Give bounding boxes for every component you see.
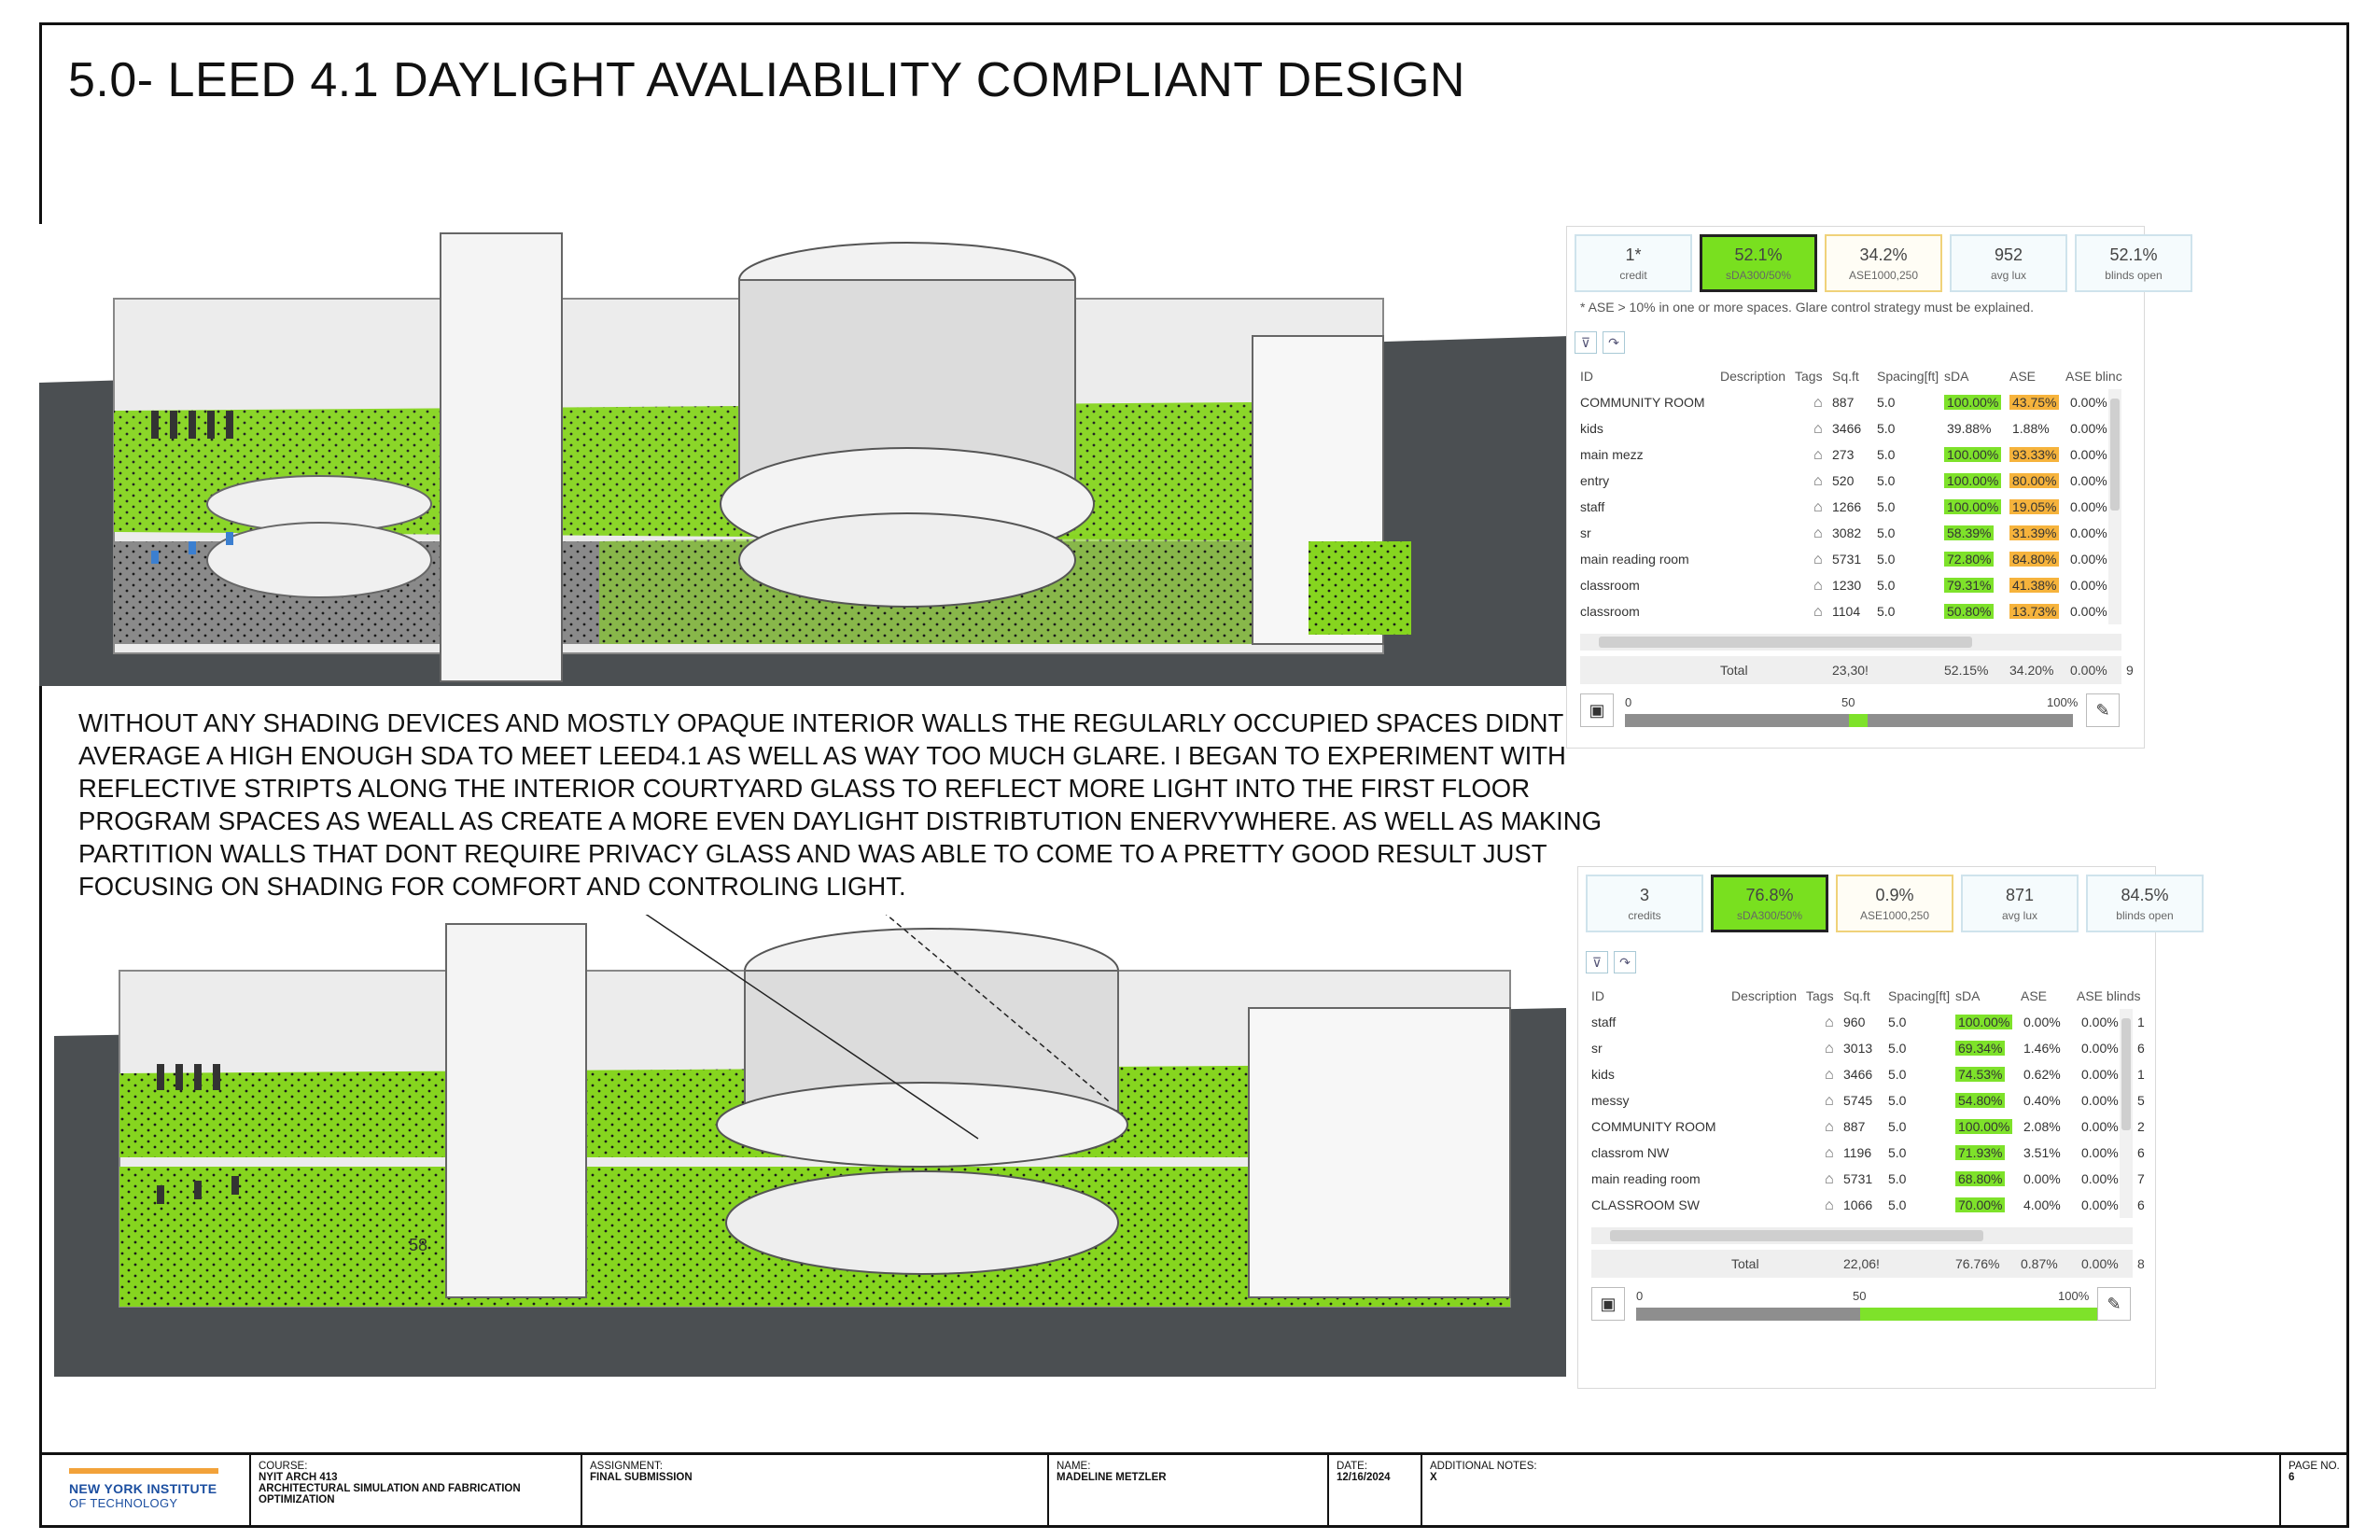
- metric-label: blinds open: [2105, 268, 2163, 282]
- column-header[interactable]: Tags: [1806, 988, 1834, 1003]
- monitor-icon[interactable]: ▣: [1580, 693, 1614, 727]
- table-row[interactable]: [1591, 1117, 2145, 1140]
- metric-value: 952: [1994, 245, 2023, 264]
- cell-spacing: 5.0: [1877, 578, 1896, 593]
- cell-extra: 6: [2137, 1197, 2145, 1212]
- cell-ase: 13.73%: [2009, 604, 2059, 619]
- assignment-cell: [581, 1455, 1047, 1528]
- totals-label: Total: [1731, 1256, 1759, 1271]
- metric-cards: [1575, 234, 2192, 292]
- tag-icon[interactable]: ⌂: [1825, 1119, 1834, 1135]
- table-row[interactable]: [1580, 602, 2121, 624]
- metric-card[interactable]: [2086, 875, 2204, 932]
- sda-progress: [1591, 1287, 2133, 1330]
- table-row[interactable]: [1591, 1169, 2145, 1192]
- column-header[interactable]: Tags: [1795, 369, 1823, 384]
- table-row[interactable]: [1591, 1196, 2145, 1218]
- course-code: NYIT ARCH 413: [259, 1472, 338, 1483]
- metric-label: credits: [1628, 908, 1661, 922]
- metric-label: blinds open: [2116, 908, 2174, 922]
- table-header-row: [1580, 367, 2121, 389]
- cell-ase: 0.00%: [2023, 1015, 2061, 1029]
- cell-sda: 100.00%: [1944, 499, 2001, 514]
- cell-ase-blinds: 0.00%: [2081, 1015, 2119, 1029]
- column-header[interactable]: ID: [1580, 369, 1593, 384]
- cell-spacing: 5.0: [1877, 421, 1896, 436]
- tag-icon[interactable]: ⌂: [1825, 1197, 1834, 1213]
- tag-icon[interactable]: ⌂: [1825, 1145, 1834, 1161]
- render-label: 58: [409, 1236, 428, 1254]
- progress-mid: 50: [1841, 695, 1855, 709]
- logo-line-1: NEW YORK INSTITUTE: [69, 1481, 217, 1496]
- totals-sqft: 23,30!: [1832, 663, 1869, 678]
- progress-min: 0: [1636, 1289, 1644, 1303]
- cell-ase-blinds: 0.00%: [2081, 1067, 2119, 1082]
- column-header[interactable]: sDA: [1955, 988, 1981, 1003]
- scrollbar-thumb[interactable]: [1599, 637, 1972, 648]
- column-header[interactable]: ASE blinds: [2077, 988, 2141, 1003]
- cell-sda: 70.00%: [1955, 1197, 2005, 1212]
- cell-spacing: 5.0: [1888, 1067, 1907, 1082]
- table-row[interactable]: [1580, 497, 2121, 520]
- cell-ase-blinds: 0.00%: [2070, 473, 2107, 488]
- cell-ase-blinds: 0.00%: [2070, 604, 2107, 619]
- nyit-logo: [69, 1468, 218, 1510]
- cell-ase: 0.00%: [2023, 1171, 2061, 1186]
- totals-row: [1580, 656, 2134, 684]
- cell-sda: 69.34%: [1955, 1041, 2005, 1056]
- ase-note: * ASE > 10% in one or more spaces. Glare control strategy must be explained.: [1580, 300, 2034, 315]
- column-header[interactable]: ASE blinc: [2065, 369, 2122, 384]
- cell-ase: 31.39%: [2009, 525, 2059, 540]
- cell-spacing: 5.0: [1877, 604, 1896, 619]
- cell-sda: 100.00%: [1944, 473, 2001, 488]
- horizontal-scrollbar[interactable]: [1580, 634, 2121, 651]
- vertical-scrollbar[interactable]: [2108, 389, 2121, 624]
- cell-ase-blinds: 0.00%: [2081, 1197, 2119, 1212]
- column-header[interactable]: ASE: [2009, 369, 2037, 384]
- cell-id: sr: [1591, 1041, 1603, 1056]
- table-toolbar: [1586, 951, 1636, 973]
- cell-spacing: 5.0: [1888, 1041, 1907, 1056]
- cell-id: main reading room: [1591, 1171, 1701, 1186]
- cell-spacing: 5.0: [1888, 1197, 1907, 1212]
- cell-id: CLASSROOM SW: [1591, 1197, 1700, 1212]
- column-header[interactable]: ID: [1591, 988, 1604, 1003]
- cell-sda: 100.00%: [1955, 1119, 2012, 1134]
- cell-spacing: 5.0: [1877, 395, 1896, 410]
- cell-extra: 6: [2137, 1041, 2145, 1056]
- metric-card[interactable]: [2075, 234, 2192, 292]
- cell-ase-blinds: 0.00%: [2070, 421, 2107, 436]
- cell-sqft: 520: [1832, 473, 1855, 488]
- cell-sda: 100.00%: [1955, 1015, 2012, 1029]
- progress-max: 100%: [2047, 695, 2079, 709]
- cell-ase: 41.38%: [2009, 578, 2059, 593]
- spaces-table: [1580, 367, 2134, 720]
- scrollbar-thumb[interactable]: [2121, 1018, 2131, 1130]
- assignment-value: FINAL SUBMISSION: [590, 1472, 693, 1483]
- metric-card[interactable]: [1836, 875, 1953, 932]
- cell-id: classroom: [1580, 604, 1640, 619]
- course-label: COURSE:: [259, 1461, 308, 1472]
- cell-sda: 100.00%: [1944, 447, 2001, 462]
- table-row[interactable]: [1580, 550, 2121, 572]
- cell-extra: 5: [2137, 1093, 2145, 1108]
- notes-cell: [1421, 1455, 2074, 1528]
- totals-extra: 8: [2137, 1256, 2145, 1271]
- cell-ase-blinds: 0.00%: [2081, 1119, 2119, 1134]
- cell-ase: 0.62%: [2023, 1067, 2061, 1082]
- cell-id: classroom: [1580, 578, 1640, 593]
- daylight-panel-after: [1577, 866, 2174, 1389]
- progress-fill: [1849, 714, 1868, 727]
- cell-sqft: 5731: [1832, 552, 1862, 567]
- tag-icon[interactable]: ⌂: [1813, 525, 1823, 541]
- metric-label: ASE1000,250: [1859, 908, 1930, 922]
- progress-track: [1636, 1308, 2084, 1321]
- export-icon[interactable]: ↷: [1603, 331, 1625, 354]
- notes-value: X: [1430, 1472, 1437, 1483]
- table-row[interactable]: [1591, 1091, 2145, 1113]
- cell-sqft: 3082: [1832, 525, 1862, 540]
- page-cell: [2279, 1455, 2349, 1528]
- cell-ase: 1.46%: [2023, 1041, 2061, 1056]
- logo-line-2: OF TECHNOLOGY: [69, 1496, 178, 1510]
- tag-icon[interactable]: ⌂: [1813, 552, 1823, 567]
- column-header[interactable]: Spacing[ft]: [1888, 988, 1951, 1003]
- cell-spacing: 5.0: [1877, 525, 1896, 540]
- column-header[interactable]: ASE: [2021, 988, 2048, 1003]
- cell-ase-blinds: 0.00%: [2070, 499, 2107, 514]
- tag-icon[interactable]: ⌂: [1825, 1015, 1834, 1030]
- cell-sda: 79.31%: [1944, 578, 1994, 593]
- column-header[interactable]: Description: [1731, 988, 1798, 1003]
- cell-sqft: 1196: [1843, 1145, 1872, 1160]
- totals-ase-blinds: 0.00%: [2081, 1256, 2119, 1271]
- cell-id: entry: [1580, 473, 1610, 488]
- cell-extra: 2: [2137, 1119, 2145, 1134]
- cell-id: main mezz: [1580, 447, 1644, 462]
- cell-id: main reading room: [1580, 552, 1689, 567]
- tag-icon[interactable]: ⌂: [1825, 1093, 1834, 1109]
- cell-spacing: 5.0: [1888, 1015, 1907, 1029]
- progress-min: 0: [1625, 695, 1632, 709]
- metric-value: 34.2%: [1859, 245, 1908, 264]
- cell-sqft: 5745: [1843, 1093, 1873, 1108]
- cell-ase: 80.00%: [2009, 473, 2059, 488]
- tag-icon[interactable]: ⌂: [1813, 473, 1823, 489]
- cell-sqft: 887: [1843, 1119, 1866, 1134]
- cell-sda: 100.00%: [1944, 395, 2001, 410]
- cell-ase: 1.88%: [2012, 421, 2050, 436]
- metric-value: 52.1%: [1734, 245, 1783, 264]
- name-cell: [1047, 1455, 1327, 1528]
- tag-icon[interactable]: ⌂: [1813, 421, 1823, 437]
- cell-id: staff: [1580, 499, 1605, 514]
- cell-sqft: 3466: [1843, 1067, 1873, 1082]
- cell-sqft: 1066: [1843, 1197, 1873, 1212]
- cell-ase: 93.33%: [2009, 447, 2059, 462]
- totals-ase-blinds: 0.00%: [2070, 663, 2107, 678]
- assignment-label: ASSIGNMENT:: [590, 1461, 663, 1472]
- totals-sda: 76.76%: [1955, 1256, 2000, 1271]
- cell-extra: 1: [2137, 1067, 2145, 1082]
- metric-value: 52.1%: [2109, 245, 2158, 264]
- cell-ase: 43.75%: [2009, 395, 2059, 410]
- cell-ase: 2.08%: [2023, 1119, 2061, 1134]
- horizontal-scrollbar[interactable]: [1591, 1227, 2133, 1244]
- pencil-icon[interactable]: ✎: [2097, 1287, 2131, 1321]
- cell-ase-blinds: 0.00%: [2070, 395, 2107, 410]
- cell-sqft: 3466: [1832, 421, 1862, 436]
- scrollbar-thumb[interactable]: [1610, 1230, 1983, 1241]
- cell-sqft: 3013: [1843, 1041, 1873, 1056]
- metric-value: 871: [2005, 885, 2035, 904]
- metric-label: sDA300/50%: [1736, 908, 1803, 922]
- progress-track: [1625, 714, 2073, 727]
- cell-spacing: 5.0: [1888, 1171, 1907, 1186]
- metric-card[interactable]: [1711, 875, 1828, 932]
- cell-sda: 39.88%: [1947, 421, 1992, 436]
- metric-value: 0.9%: [1875, 885, 1914, 904]
- cell-spacing: 5.0: [1888, 1145, 1907, 1160]
- progress-fill: [1860, 1308, 2100, 1321]
- name-label: NAME:: [1057, 1461, 1091, 1472]
- metric-label: ASE1000,250: [1848, 268, 1919, 282]
- cell-sda: 50.80%: [1944, 604, 1994, 619]
- table-row[interactable]: [1591, 1143, 2145, 1166]
- tag-icon[interactable]: ⌂: [1825, 1067, 1834, 1083]
- table-toolbar: [1575, 331, 1625, 354]
- cell-id: messy: [1591, 1093, 1630, 1108]
- cell-ase-blinds: 0.00%: [2070, 447, 2107, 462]
- metric-card[interactable]: [1961, 875, 2079, 932]
- metric-value: 84.5%: [2121, 885, 2169, 904]
- logo-bar: [69, 1468, 218, 1474]
- cell-ase: 19.05%: [2009, 499, 2059, 514]
- metric-card[interactable]: [1586, 875, 1703, 932]
- metric-label: credit: [1619, 268, 1647, 282]
- table-row[interactable]: [1580, 393, 2121, 415]
- progress-max: 100%: [2058, 1289, 2090, 1303]
- metric-label: sDA300/50%: [1725, 268, 1792, 282]
- cell-ase-blinds: 0.00%: [2081, 1041, 2119, 1056]
- filter-icon[interactable]: ⊽: [1575, 331, 1597, 354]
- cell-id: classrom NW: [1591, 1145, 1670, 1160]
- tag-icon[interactable]: ⌂: [1825, 1171, 1834, 1187]
- cell-sqft: 5731: [1843, 1171, 1873, 1186]
- metric-label: avg lux: [2001, 908, 2038, 922]
- column-header[interactable]: Description: [1720, 369, 1786, 384]
- page-label: PAGE NO.: [2289, 1461, 2340, 1472]
- vertical-scrollbar[interactable]: [2120, 1009, 2133, 1218]
- totals-label: Total: [1720, 663, 1748, 678]
- column-header[interactable]: Sq.ft: [1832, 369, 1859, 384]
- scrollbar-thumb[interactable]: [2110, 399, 2120, 511]
- cell-ase: 4.00%: [2023, 1197, 2061, 1212]
- metric-cards: [1586, 875, 2204, 932]
- notes-label: ADDITIONAL NOTES:: [1430, 1461, 1537, 1472]
- cell-sda: 68.80%: [1955, 1171, 2005, 1186]
- table-row[interactable]: [1580, 419, 2121, 441]
- cell-ase-blinds: 0.00%: [2081, 1093, 2119, 1108]
- tag-icon[interactable]: ⌂: [1813, 499, 1823, 515]
- cell-sqft: 1266: [1832, 499, 1862, 514]
- date-label: DATE:: [1337, 1461, 1368, 1472]
- tag-icon[interactable]: ⌂: [1813, 447, 1823, 463]
- totals-ase: 34.20%: [2009, 663, 2054, 678]
- table-row[interactable]: [1580, 576, 2121, 598]
- metric-card[interactable]: [1575, 234, 1692, 292]
- totals-ase: 0.87%: [2021, 1256, 2058, 1271]
- cell-spacing: 5.0: [1877, 473, 1896, 488]
- date-cell: [1327, 1455, 1421, 1528]
- title-block: [39, 1452, 2349, 1528]
- name-value: MADELINE METZLER: [1057, 1472, 1167, 1483]
- cell-sqft: 1230: [1832, 578, 1862, 593]
- table-row[interactable]: [1580, 445, 2121, 468]
- cell-ase-blinds: 0.00%: [2081, 1171, 2119, 1186]
- cell-sqft: 960: [1843, 1015, 1866, 1029]
- cell-ase-blinds: 0.00%: [2070, 578, 2107, 593]
- tag-icon[interactable]: ⌂: [1813, 578, 1823, 594]
- spaces-table: [1591, 987, 2145, 1323]
- cell-spacing: 5.0: [1888, 1119, 1907, 1134]
- date-value: 12/16/2024: [1337, 1472, 1391, 1483]
- table-row[interactable]: [1591, 1013, 2145, 1035]
- filter-icon[interactable]: ⊽: [1586, 951, 1608, 973]
- page-number: 6: [2289, 1472, 2295, 1483]
- cell-spacing: 5.0: [1877, 447, 1896, 462]
- cell-sqft: 887: [1832, 395, 1855, 410]
- totals-extra: 9: [2126, 663, 2134, 678]
- narrative-text: WITHOUT ANY SHADING DEVICES AND MOSTLY OPAQUE INTERIOR WALLS THE REGULARLY OCCUPIED SPACES DIDNT AVERAGE A HIGH ENOUGH SDA TO MEET LEED4.1 AS WELL AS WAY TOO MUCH GLARE. I BEGAN TO EXPERIMENT WITH REFLECTIVE STRIPTS ALONG THE INTERIOR COURTYARD GLASS TO REFLECT MORE LIGHT INTO THE FIRST FLOOR PROGRAM SPACES AS WEALL AS CREATE A MORE EVEN DAYLIGHT DISTRIBTUTION ENERVYWHERE. AS WELL AS MAKING PARTITION WALLS THAT DONT REQUIRE PRIVACY GLASS AND WAS ABLE TO COME TO A PRETTY GOOD RESULT JUST FOCUSING ON SHADING FOR COMFORT AND CONTROLING LIGHT.: [78, 708, 1603, 901]
- cell-extra: 7: [2137, 1171, 2145, 1186]
- table-row[interactable]: [1580, 471, 2121, 494]
- tag-icon[interactable]: ⌂: [1813, 604, 1823, 620]
- cell-sda: 74.53%: [1955, 1067, 2005, 1082]
- cell-id: kids: [1591, 1067, 1615, 1082]
- progress-mid: 50: [1853, 1289, 1867, 1303]
- cell-id: COMMUNITY ROOM: [1580, 395, 1705, 410]
- course-description: ARCHITECTURAL SIMULATION AND FABRICATION OPTIMIZATION: [259, 1483, 521, 1505]
- tag-icon[interactable]: ⌂: [1813, 395, 1823, 411]
- cell-spacing: 5.0: [1888, 1093, 1907, 1108]
- monitor-icon[interactable]: ▣: [1591, 1287, 1625, 1321]
- export-icon[interactable]: ↷: [1614, 951, 1636, 973]
- column-header[interactable]: sDA: [1944, 369, 1969, 384]
- tag-icon[interactable]: ⌂: [1825, 1041, 1834, 1057]
- cell-sda: 58.39%: [1944, 525, 1994, 540]
- cell-id: sr: [1580, 525, 1591, 540]
- cell-ase: 0.40%: [2023, 1093, 2061, 1108]
- cell-extra: 6: [2137, 1145, 2145, 1160]
- metric-card[interactable]: [1825, 234, 1942, 292]
- course-cell: [249, 1455, 567, 1528]
- sda-progress: [1580, 693, 2121, 736]
- cell-ase-blinds: 0.00%: [2070, 552, 2107, 567]
- metric-card[interactable]: [1700, 234, 1817, 292]
- cell-ase: 3.51%: [2023, 1145, 2061, 1160]
- cell-ase-blinds: 0.00%: [2070, 525, 2107, 540]
- metric-label: avg lux: [1990, 268, 2027, 282]
- cell-spacing: 5.0: [1877, 499, 1896, 514]
- totals-row: [1591, 1250, 2145, 1278]
- table-row[interactable]: [1580, 524, 2121, 546]
- table-row[interactable]: [1591, 1065, 2145, 1087]
- cell-spacing: 5.0: [1877, 552, 1896, 567]
- cell-sda: 72.80%: [1944, 552, 1994, 567]
- table-header-row: [1591, 987, 2141, 1009]
- cell-sda: 71.93%: [1955, 1145, 2005, 1160]
- cell-ase-blinds: 0.00%: [2081, 1145, 2119, 1160]
- cell-ase: 84.80%: [2009, 552, 2059, 567]
- cell-sqft: 1104: [1832, 604, 1861, 619]
- column-header[interactable]: Sq.ft: [1843, 988, 1870, 1003]
- page-title: 5.0- LEED 4.1 DAYLIGHT AVALIABILITY COMPLIANT DESIGN: [68, 53, 1465, 107]
- totals-sda: 52.15%: [1944, 663, 1989, 678]
- daylight-render-after: [54, 915, 1566, 1377]
- cell-id: COMMUNITY ROOM: [1591, 1119, 1716, 1134]
- daylight-render-before: [39, 224, 1570, 686]
- metric-value: 1*: [1625, 245, 1642, 264]
- column-header[interactable]: Spacing[ft]: [1877, 369, 1939, 384]
- metric-value: 3: [1639, 885, 1649, 904]
- metric-card[interactable]: [1950, 234, 2067, 292]
- totals-sqft: 22,06!: [1843, 1256, 1880, 1271]
- daylight-panel-before: [1566, 226, 2163, 749]
- cell-id: staff: [1591, 1015, 1617, 1029]
- pencil-icon[interactable]: ✎: [2086, 693, 2120, 727]
- cell-extra: 1: [2137, 1015, 2145, 1029]
- cell-sqft: 273: [1832, 447, 1855, 462]
- cell-id: kids: [1580, 421, 1603, 436]
- cell-sda: 54.80%: [1955, 1093, 2005, 1108]
- table-row[interactable]: [1591, 1039, 2145, 1061]
- metric-value: 76.8%: [1745, 885, 1794, 904]
